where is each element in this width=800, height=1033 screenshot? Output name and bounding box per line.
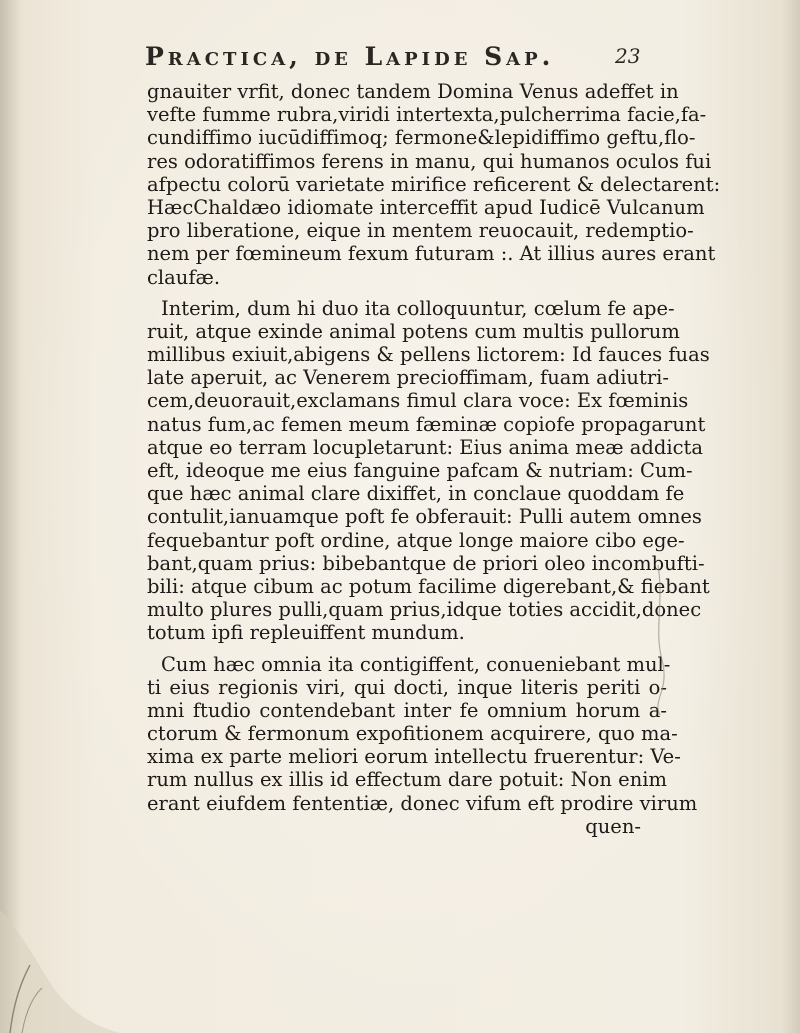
body-text — [147, 80, 721, 839]
text-line: cem,deuorauit,exclamans fimul clara voce: Ex fœminis — [147, 389, 689, 413]
text-line: ruit, atque exinde animal potens cum multis pullorum — [147, 319, 680, 343]
text-line: Interim, dum hi duo ita colloquuntur, cœlum fe ape- — [161, 296, 675, 320]
text-line: millibus exiuit,abigens & pellens lictorem: Id fauces fuas — [147, 343, 710, 367]
text-line: multo plures pulli,quam prius,idque toties accidit,donec — [147, 598, 702, 622]
paragraph — [147, 652, 698, 815]
text-line: natus fum,ac femen meum fæminæ copiofe propagarunt — [147, 412, 706, 436]
catchword: quen- — [585, 814, 641, 838]
page-number: 23 — [615, 44, 641, 68]
text-line: erant eiufdem fententiæ, donec vifum eft prodire virum — [147, 791, 698, 815]
text-line: que hæc animal clare dixiffet, in conclaue quoddam fe — [147, 482, 685, 506]
text-line: bant,quam prius: bibebantque de priori oleo incombufti- — [147, 551, 705, 575]
text-line: eft, ideoque me eius fanguine pafcam & nutriam: Cum- — [147, 459, 693, 482]
text-line: mni ftudio contendebant inter fe omnium horum a- — [147, 698, 667, 722]
text-line: xima ex parte meliori eorum intellectu fruerentur: Ve- — [147, 745, 681, 769]
page-header — [145, 42, 641, 76]
text-line: fequebantur poft ordine, atque longe maiore cibo ege- — [147, 528, 685, 552]
text-line: vefte fumme rubra,viridi intertexta,pulcherrima facie,fa- — [147, 103, 707, 127]
text-line: cundiffimo iucūdiffimoq; fermone&lepidiffimo geftu,flo- — [147, 126, 696, 150]
text-line: claufæ. — [147, 265, 221, 289]
text-line: bili: atque cibum ac potum facilime digerebant,& fiebant — [147, 574, 710, 598]
text-line: pro liberatione, eique in mentem reuocauit, redemptio- — [147, 219, 694, 243]
text-line: rum nullus ex illis id effectum dare potuit: Non enim — [147, 768, 667, 792]
paragraph-gap — [147, 645, 667, 653]
text-line: afpectu colorū varietate mirifice reficerent & delectarent: — [147, 172, 721, 196]
text-line: totum ipfi repleuiffent mundum. — [147, 621, 465, 645]
text-line: late aperuit, ac Venerem precioffimam, fuam adiutri- — [147, 366, 669, 390]
margin-pen-mark — [640, 560, 690, 720]
text-line: contulit,ianuamque poft fe obferauit: Pulli autem omnes — [147, 505, 702, 529]
text-line: HæcChaldæo idiomate interceffit apud Iudicē Vulcanum — [147, 195, 705, 219]
page-edge-shadow — [782, 0, 800, 1033]
text-line: gnauiter vrfit, donec tandem Domina Venus adeffet in — [147, 80, 679, 103]
paragraph — [147, 80, 721, 289]
running-title: Practica, de Lapide Sap. — [145, 42, 555, 71]
text-line: ti eius regionis viri, qui docti, inque literis periti o- — [147, 675, 667, 699]
paragraph — [147, 296, 710, 645]
corner-stain — [0, 870, 120, 1033]
text-line: res odoratiffimos ferens in manu, qui humanos oculos fui — [147, 149, 712, 173]
text-line: nem per fœmineum fexum futuram :. At illius aures erant — [147, 242, 716, 266]
text-line: atque eo terram locupletarunt: Eius anima meæ addicta — [147, 435, 704, 459]
text-line: ctorum & fermonum expofitionem acquirere, quo ma- — [147, 722, 678, 746]
text-line: Cum hæc omnia ita contigiffent, conueniebant mul- — [161, 652, 671, 676]
paragraph-gap — [147, 289, 667, 297]
